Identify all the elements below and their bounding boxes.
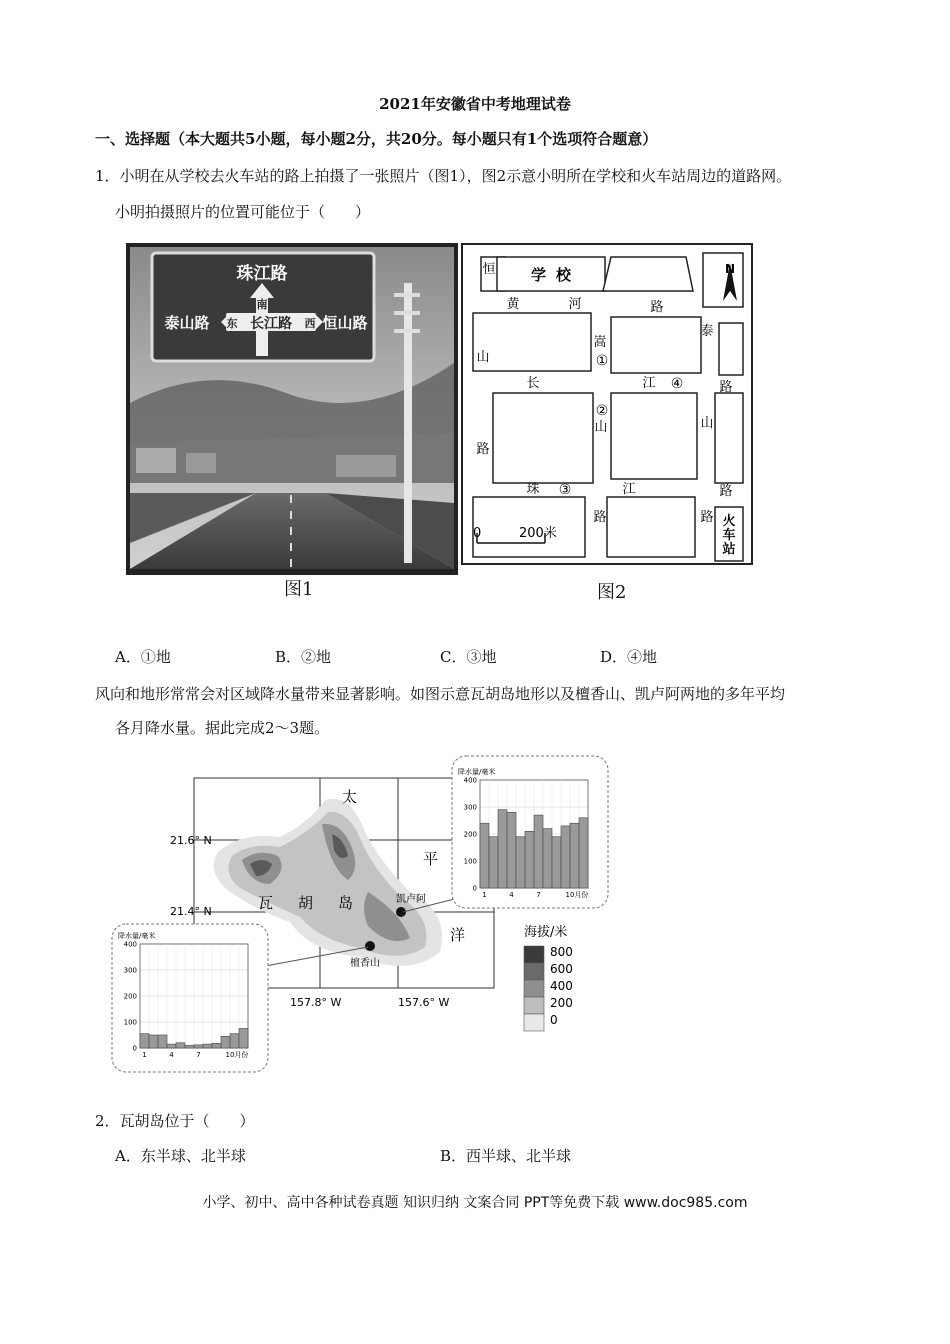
block: [603, 257, 693, 291]
sign-right-label: 恒山路: [322, 314, 368, 332]
pole: [404, 283, 412, 563]
chart-bar: [203, 1044, 212, 1048]
marker-2: ②: [595, 403, 609, 419]
chart-bar: [140, 1034, 149, 1048]
chart-bar: [176, 1043, 185, 1048]
station-label-2: 车: [722, 528, 736, 543]
chart-bar: [498, 810, 507, 888]
road-label: 山: [594, 420, 608, 435]
q1-option-c[interactable]: C．③地: [440, 648, 497, 666]
road-label: 路: [719, 380, 733, 395]
chart-bar: [489, 837, 498, 888]
marker-4: ④: [670, 376, 684, 392]
sea-label-3: 洋: [450, 926, 466, 944]
road-label: 河: [568, 297, 582, 312]
q1-stem-line1: 1．小明在从学校去火车站的路上拍摄了一张照片（图1），图2示意小明所在学校和火车站周边的道路网。: [95, 167, 792, 185]
block: [715, 393, 743, 483]
q1-option-b[interactable]: B．②地: [275, 648, 332, 666]
island-label-1: 瓦: [258, 894, 274, 912]
block: [611, 393, 697, 479]
lat-label-1: 21.6° N: [170, 834, 212, 847]
road-label: 长: [526, 376, 540, 391]
road-label: 山: [476, 350, 490, 365]
chart-bar: [167, 1044, 176, 1048]
chart-bar: [185, 1045, 194, 1048]
chart-bar: [579, 818, 588, 888]
chart-bar: [534, 815, 543, 888]
legend-swatch: [524, 997, 544, 1014]
sign-west-label: 西: [304, 317, 316, 330]
chart-bar: [552, 837, 561, 888]
legend-value: 600: [550, 962, 573, 976]
chart-ylabel: 降水量/毫米: [118, 932, 156, 940]
legend-title: 海拔/米: [524, 925, 568, 940]
legend-swatch: [524, 1014, 544, 1031]
chart-ytick: 200: [463, 830, 477, 839]
block: [607, 497, 695, 557]
sign-left-label: 泰山路: [164, 314, 210, 332]
chart-bar: [525, 831, 534, 888]
legend-value: 200: [550, 996, 573, 1010]
road-label: 泰: [700, 324, 714, 339]
chart-xtick: 10月份: [565, 891, 589, 899]
chart-bar: [158, 1035, 167, 1048]
lat-label-2: 21.4° N: [170, 905, 212, 918]
legend-swatch: [524, 980, 544, 997]
road-label: 嵩: [593, 335, 607, 350]
chart-bar: [543, 829, 552, 888]
marker-3: ③: [558, 482, 572, 498]
road-label: 山: [700, 416, 714, 431]
chart-bar: [149, 1035, 158, 1048]
road-label: 路: [719, 484, 733, 499]
q2-stem: 2．瓦胡岛位于（ ）: [95, 1112, 255, 1130]
north-label: N: [724, 262, 736, 276]
chart-ytick: 100: [123, 1018, 137, 1027]
oahu-figure: [110, 752, 620, 1074]
intro-line1: 风向和地形常常会对区域降水量带来显著影响。如图示意瓦胡岛地形以及檀香山、凯卢阿两地的多年平均: [95, 685, 786, 703]
legend-value: 800: [550, 945, 573, 959]
honolulu-label: 檀香山: [350, 958, 380, 969]
chart-ytick: 200: [123, 992, 137, 1001]
road-label: 路: [593, 510, 607, 525]
compass-box: [703, 253, 743, 307]
road-label: 恒: [482, 262, 496, 277]
scale-zero: 0: [473, 526, 482, 541]
legend-value: 400: [550, 979, 573, 993]
sign-south-label: 南: [256, 298, 268, 311]
island-label-3: 岛: [338, 894, 354, 912]
chart-bar: [221, 1036, 230, 1048]
kailua-label: 凯卢阿: [396, 894, 426, 905]
chart-ytick: 100: [463, 857, 477, 866]
block: [493, 393, 593, 483]
chart-xtick: 1: [142, 1051, 147, 1059]
chart-ytick: 300: [463, 803, 477, 812]
section-heading: 一、选择题（本大题共5小题，每小题2分，共20分。每小题只有1个选项符合题意）: [95, 130, 658, 148]
honolulu-point: [365, 941, 375, 951]
chart-ytick: 400: [463, 776, 477, 785]
building: [136, 448, 176, 473]
chart-ylabel: 降水量/毫米: [458, 768, 496, 776]
road-label: 路: [476, 442, 490, 457]
sign-east-label: 东: [226, 317, 238, 330]
scale-label: 200米: [519, 526, 557, 541]
legend-value: 0: [550, 1013, 558, 1027]
block: [719, 323, 743, 375]
q1-option-d[interactable]: D．④地: [600, 648, 658, 666]
chart-bar: [516, 837, 525, 888]
chart-xtick: 4: [509, 891, 514, 899]
q1-option-a[interactable]: A．①地: [115, 648, 171, 666]
figure-1-caption: 图1: [284, 579, 314, 600]
chart-bar: [480, 823, 489, 888]
chart-xtick: 10月份: [225, 1051, 249, 1059]
road-label: 路: [700, 510, 714, 525]
page-title: 2021年安徽省中考地理试卷: [379, 95, 571, 113]
lon-label-3: 157.6° W: [398, 996, 450, 1009]
chart-xtick: 7: [196, 1051, 201, 1059]
building: [186, 453, 216, 473]
sea-label-2: 平: [423, 850, 439, 868]
chart-xtick: 7: [536, 891, 541, 899]
chart-bar: [570, 823, 579, 888]
intro-line2: 各月降水量。据此完成2～3题。: [115, 719, 330, 737]
q2-option-a[interactable]: A．东半球、北半球: [115, 1147, 246, 1165]
legend-swatch: [524, 963, 544, 980]
marker-1: ①: [595, 353, 609, 369]
sign-center-label: 长江路: [250, 316, 292, 332]
chart-bar: [507, 812, 516, 888]
road-label: 江: [622, 482, 636, 497]
chart-xtick: 4: [169, 1051, 174, 1059]
chart-bar: [212, 1043, 221, 1048]
road-label: 路: [650, 300, 664, 315]
chart-xtick: 1: [482, 891, 487, 899]
station-label-1: 火: [722, 514, 736, 529]
chart-ytick: 400: [123, 940, 137, 949]
chart-bar: [239, 1029, 248, 1049]
legend-swatch: [524, 946, 544, 963]
road-label: 江: [642, 376, 656, 391]
school-label: 学校: [530, 266, 582, 284]
chart-ytick: 0: [472, 884, 477, 893]
lon-label-2: 157.8° W: [290, 996, 342, 1009]
road-label: 珠: [526, 482, 540, 497]
road-label: 黄: [506, 297, 520, 312]
figure-2-caption: 图2: [597, 582, 627, 603]
block: [611, 317, 701, 373]
q2-option-b[interactable]: B．西半球、北半球: [440, 1147, 572, 1165]
sea-label-1: 太: [342, 788, 358, 806]
chart-ytick: 300: [123, 966, 137, 975]
figure-2-road-map: [461, 243, 753, 565]
chart-ytick: 0: [132, 1044, 137, 1053]
sign-north-label: 珠江路: [236, 264, 288, 284]
chart-bar: [561, 826, 570, 888]
footer: 小学、初中、高中各种试卷真题 知识归纳 文案合同 PPT等免费下载 www.doc985.com: [202, 1195, 748, 1211]
chart-bar: [194, 1045, 203, 1048]
block: [473, 313, 591, 371]
figure-1-photo: [126, 243, 458, 575]
station-label-3: 站: [722, 542, 736, 557]
q1-stem-line2: 小明拍摄照片的位置可能位于（ ）: [115, 203, 371, 221]
island-label-2: 胡: [298, 894, 314, 912]
chart-bar: [230, 1034, 239, 1048]
building: [336, 455, 396, 477]
